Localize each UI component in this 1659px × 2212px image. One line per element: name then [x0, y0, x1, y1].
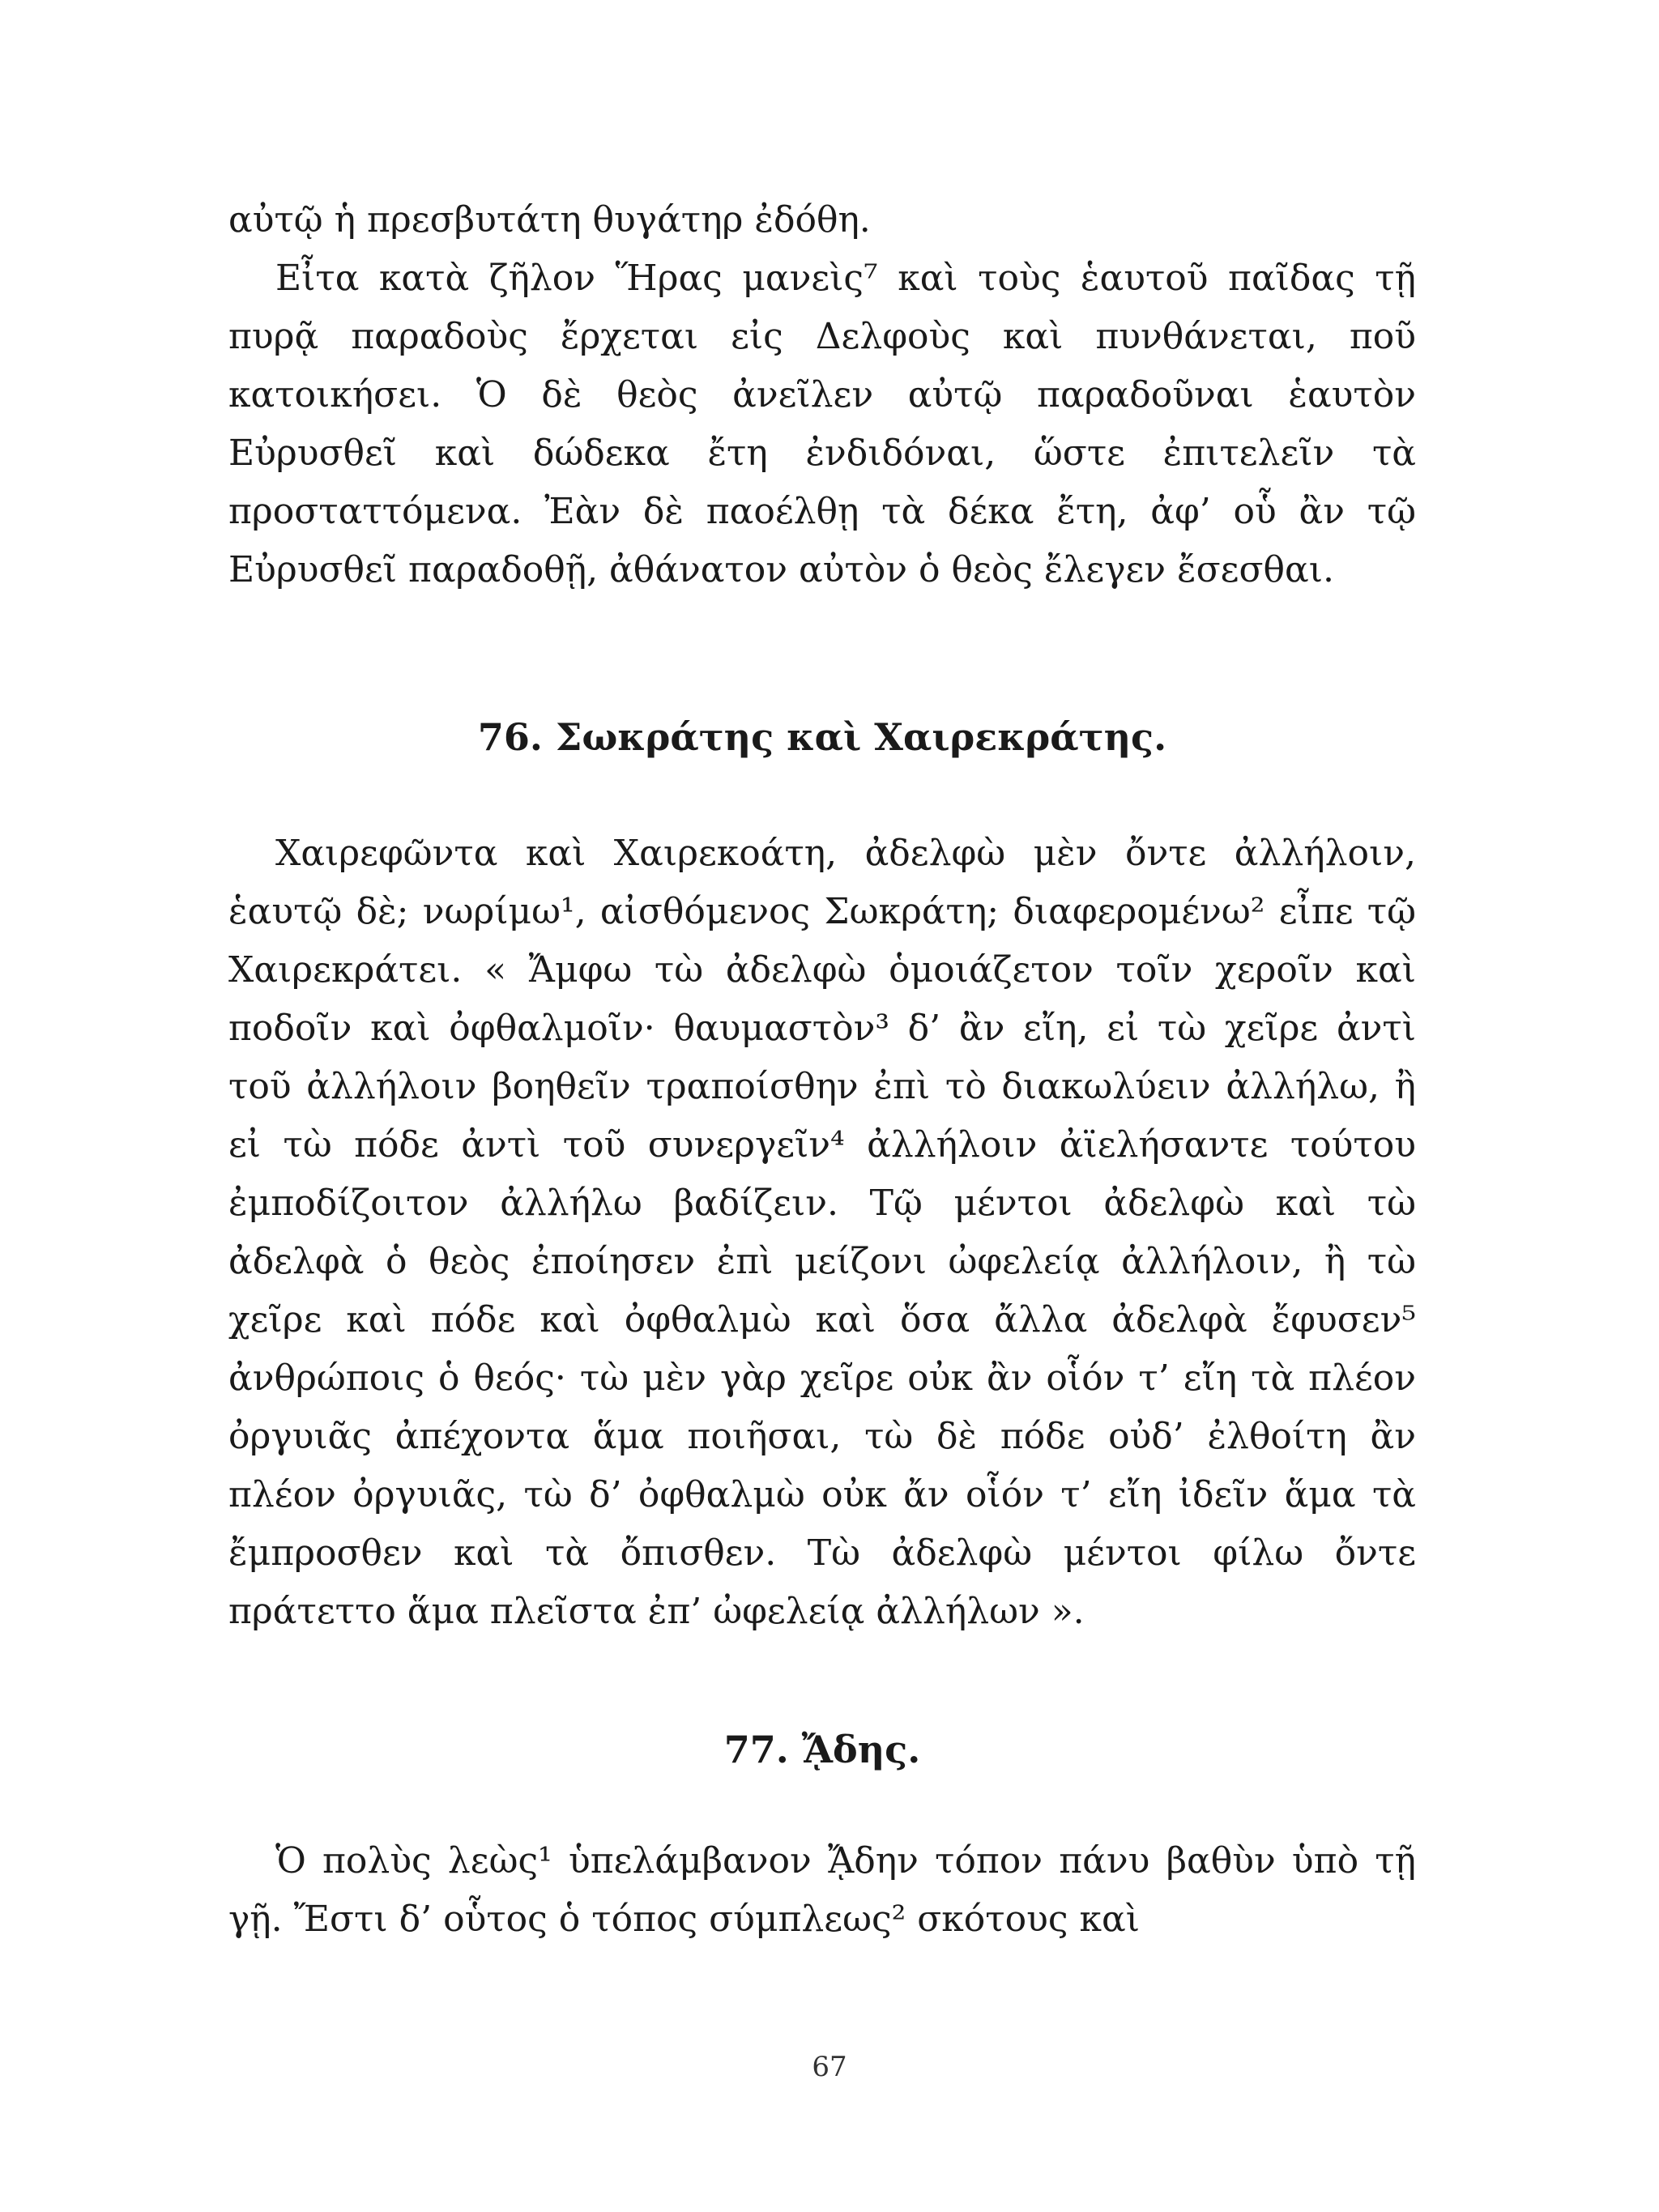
text-block-previous-section	[228, 191, 1416, 599]
paragraph-socrates: Χαιρεφῶντα καὶ Χαιρεκοάτη, ἀδελφὼ μὲν ὄντε ἀλλήλοιν, ἑαυτῷ δὲ; νωρίμω¹, αἰσθόμενος Σωκράτη; διαφερομένω² εἶπε τῷ Χαιρεκράτει. « Ἄμφω τὼ ἀδελφὼ ὁμοιάζετον τοῖν χεροῖν καὶ ποδοῖν καὶ ὀφθαλμοῖν· θαυμαστὸν³ δ’ ἂν εἴη, εἰ τὼ χεῖρε ἀντὶ τοῦ ἀλλήλοιν βοηθεῖν τραποίσθην ἐπὶ τὸ διακωλύειν ἀλλήλω, ἢ εἰ τὼ πόδε ἀντὶ τοῦ συνεργεῖν⁴ ἀλλήλοιν ἀϊελήσαντε τούτου ἐμποδίζοιτον ἀλλήλω βαδίζειν. Τῷ μέντοι ἀδελφὼ καὶ τὼ ἀδελφὰ ὁ θεὸς ἐποίησεν ἐπὶ μείζονι ὠφελείᾳ ἀλλήλοιν, ἢ τὼ χεῖρε καὶ πόδε καὶ ὀφθαλμὼ καὶ ὅσα ἄλλα ἀδελφὰ ἔφυσεν⁵ ἀνθρώποις ὁ θεός· τὼ μὲν γὰρ χεῖρε οὐκ ἂν οἷόν τ’ εἴη τὰ πλέον ὀργυιᾶς ἀπέχοντα ἅμα ποιῆσαι, τὼ δὲ πόδε οὐδ’ ἐλθοίτη ἂν πλέον ὀργυιᾶς, τὼ δ’ ὀφθαλμὼ οὐκ ἄν οἷόν τ’ εἴη ἰδεῖν ἅμα τὰ ἔμπροσθεν καὶ τὰ ὄπισθεν. Τὼ ἀδελφὼ μέντοι φίλω ὄντε πράτεττο ἅμα πλεῖστα ἐπ’ ὠφελείᾳ ἀλλήλων ».	[228, 833, 1416, 1632]
text-block-section-77	[228, 1832, 1416, 1949]
paragraph-hades: Ὁ πολὺς λεὼς¹ ὑπελάμβανον ᾌδην τόπον πάνυ βαθὺν ὑπὸ τῇ γῇ. Ἔστι δ’ οὗτος ὁ τόπος σύμπλεως² σκότους καὶ	[228, 1840, 1416, 1940]
paragraph-herakles: Εἶτα κατὰ ζῆλον Ἥρας μανεὶς⁷ καὶ τοὺς ἑαυτοῦ παῖδας τῇ πυρᾷ παραδοὺς ἔρχεται εἰς Δελφοὺς καὶ πυνθάνεται, ποῦ κατοικήσει. Ὁ δὲ θεὸς ἀνεῖλεν αὐτῷ παραδοῦναι ἑαυτὸν Εὐρυσθεῖ καὶ δώδεκα ἔτη ἐνδιδόναι, ὥστε ἐπιτελεῖν τὰ προσταττόμενα. Ἐὰν δὲ παοέλθῃ τὰ δέκα ἔτη, ἀφ’ οὗ ἂν τῷ Εὐρυσθεῖ παραδοθῇ, ἀθάνατον αὐτὸν ὁ θεὸς ἔλεγεν ἔσεσθαι.	[228, 258, 1416, 590]
section-heading-76: 76. Σωκράτης καὶ Χαιρεκράτης.	[477, 715, 1167, 759]
page-number: 67	[812, 2051, 847, 2083]
paragraph-continuation: αὐτῷ ἡ πρεσβυτάτη θυγάτηρ ἐδόθη.	[228, 199, 871, 241]
text-block-section-76	[228, 825, 1416, 1641]
section-heading-77: 77. ᾌδης.	[723, 1728, 921, 1771]
